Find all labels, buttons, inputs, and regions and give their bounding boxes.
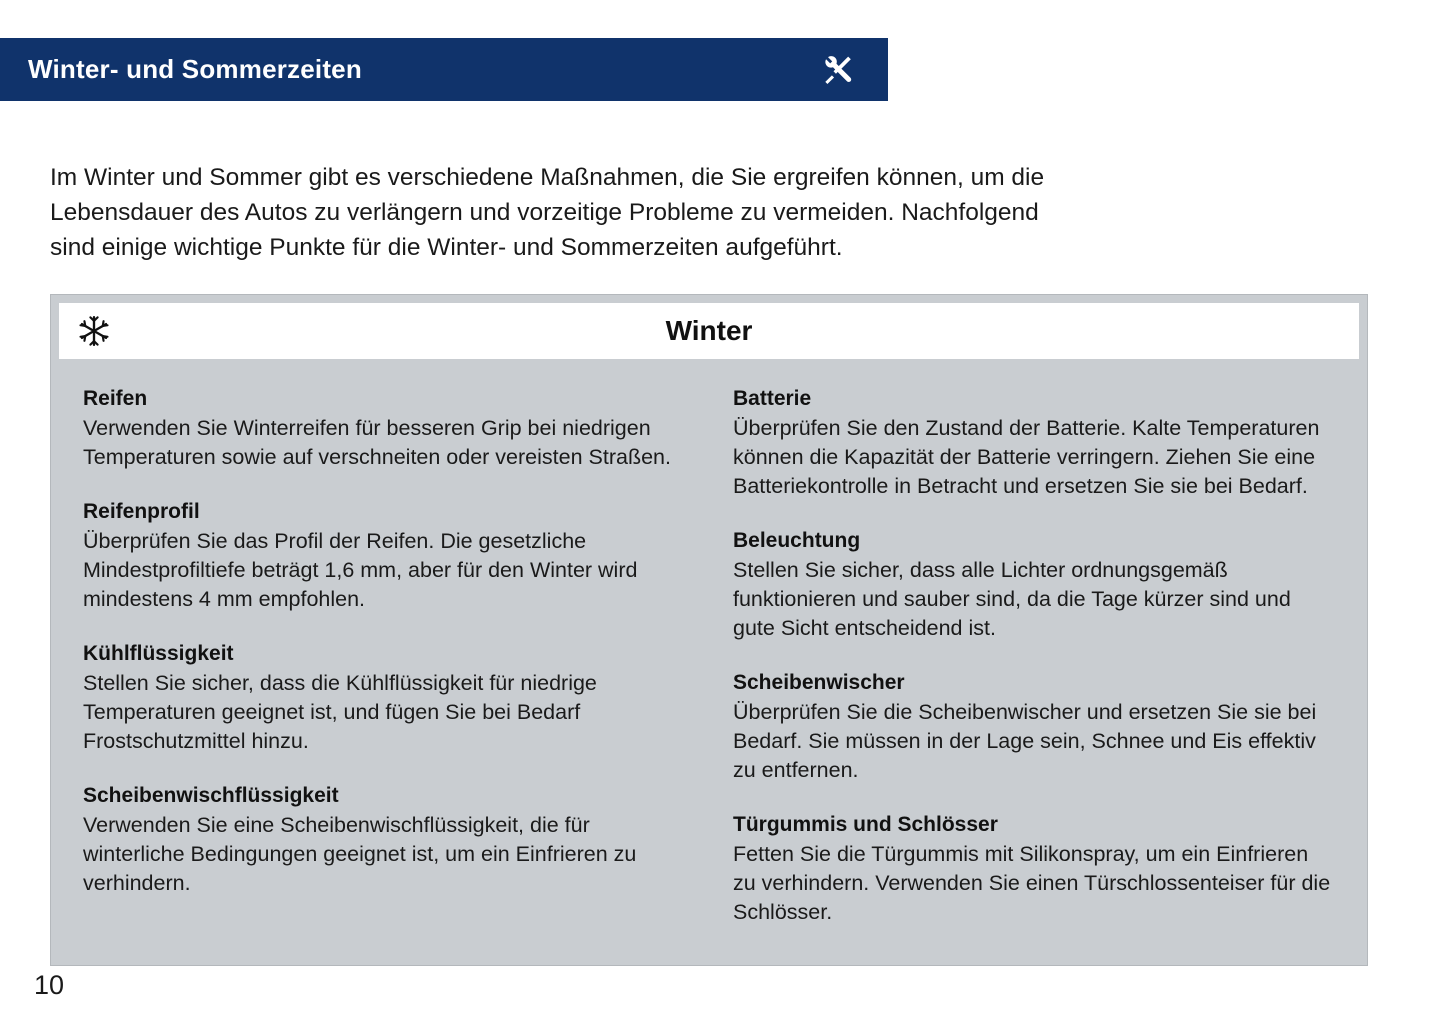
item-text: Fetten Sie die Türgummis mit Silikonspray, um ein Einfrieren zu verhindern. Verwenden Sie einen Türschlossenteiser für die Schlösser. xyxy=(733,842,1331,924)
winter-left-column xyxy=(83,385,685,927)
intro-paragraph: Im Winter und Sommer gibt es verschiedene Maßnahmen, die Sie ergreifen können, um die Lebensdauer des Autos zu verlängern und vorzeitige Probleme zu vermeiden. Nachfolgend sind einige wichtige Punkte für die Winter- und Sommerzeiten aufgeführt. xyxy=(50,163,1045,261)
item-title: Reifen xyxy=(83,387,148,410)
list-item xyxy=(733,385,1335,501)
item-title: Scheibenwischer xyxy=(733,671,905,694)
list-item xyxy=(83,498,685,614)
item-text: Überprüfen Sie die Scheibenwischer und ersetzen Sie sie bei Bedarf. Sie müssen in der Lage sein, Schnee und Eis effektiv zu entfernen. xyxy=(733,700,1317,782)
item-title: Türgummis und Schlösser xyxy=(733,813,998,836)
list-item xyxy=(733,669,1335,785)
item-text: Überprüfen Sie den Zustand der Batterie. Kalte Temperaturen können die Kapazität der Batterie verringern. Ziehen Sie eine Batteriekontrolle in Betracht und ersetzen Sie sie bei Bedarf. xyxy=(733,416,1320,498)
item-text: Stellen Sie sicher, dass die Kühlflüssigkeit für niedrige Temperaturen geeignet ist, und fügen Sie bei Bedarf Frostschutzmittel hinzu. xyxy=(83,671,597,753)
item-text: Verwenden Sie Winterreifen für besseren Grip bei niedrigen Temperaturen sowie auf verschneiten oder vereisten Straßen. xyxy=(83,416,671,469)
item-text: Verwenden Sie eine Scheibenwischflüssigkeit, die für winterliche Bedingungen geeignet ist, um ein Einfrieren zu verhindern. xyxy=(83,813,637,895)
list-item xyxy=(83,782,685,898)
tools-icon xyxy=(820,53,854,87)
list-item xyxy=(83,640,685,756)
winter-panel-title: Winter xyxy=(665,315,753,346)
item-title: Scheibenwischflüssigkeit xyxy=(83,784,339,807)
winter-panel-body xyxy=(59,359,1359,957)
list-item xyxy=(733,527,1335,643)
winter-panel xyxy=(50,294,1368,966)
item-title: Beleuchtung xyxy=(733,529,861,552)
item-title: Reifenprofil xyxy=(83,500,200,523)
item-title: Kühlflüssigkeit xyxy=(83,642,234,665)
item-text: Überprüfen Sie das Profil der Reifen. Die gesetzliche Mindestprofiltiefe beträgt 1,6 mm, aber für den Winter wird mindestens 4 mm empfohlen. xyxy=(83,529,638,611)
section-header xyxy=(0,38,888,101)
winter-panel-header xyxy=(59,303,1359,359)
list-item xyxy=(83,385,685,472)
list-item xyxy=(733,811,1335,927)
item-text: Stellen Sie sicher, dass alle Lichter ordnungsgemäß funktionieren und sauber sind, da die Tage kürzer sind und gute Sicht entscheidend ist. xyxy=(733,558,1291,640)
page-title: Winter- und Sommerzeiten xyxy=(28,54,362,84)
winter-right-column xyxy=(733,385,1335,927)
item-title: Batterie xyxy=(733,387,812,410)
page-number: 10 xyxy=(34,970,65,1000)
snowflake-icon xyxy=(77,314,111,348)
